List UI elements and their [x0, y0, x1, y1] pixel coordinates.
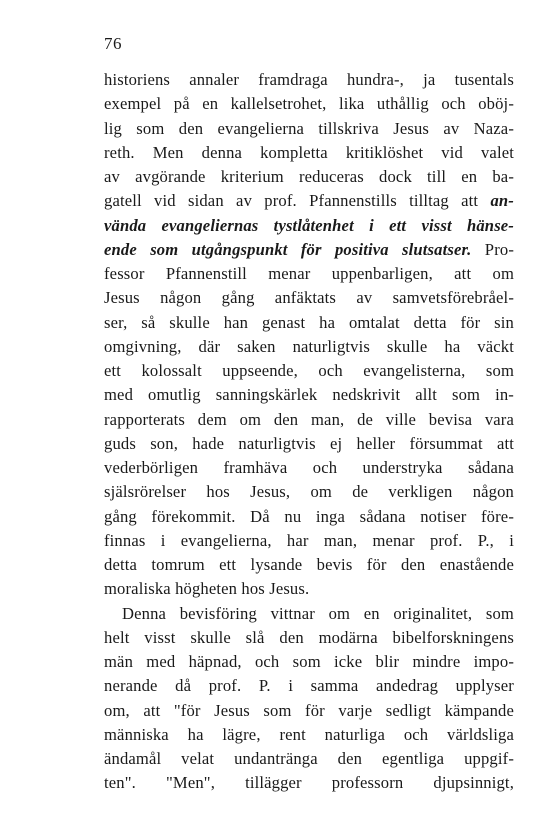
line-text: Pro-: [471, 239, 514, 259]
emphasis-text: vända evangeliernas tystlåtenhet i ett visst hänse-: [104, 215, 514, 235]
text-line: [104, 602, 514, 626]
text-line: [104, 456, 514, 480]
text-line: [104, 311, 514, 335]
text-line: [104, 529, 514, 553]
text-line: [104, 723, 514, 747]
page-number: 76: [104, 34, 122, 53]
text-line: [104, 626, 514, 650]
line-text: människa ha lägre, rent naturliga och världsliga: [104, 724, 514, 744]
line-text: gatell vid sidan av prof. Pfannenstills tilltag att: [104, 191, 491, 211]
text-line: [104, 117, 514, 141]
line-text: nerande då prof. P. i samma andedrag upplyser: [104, 676, 514, 696]
text-line: [104, 238, 514, 262]
text-line: [104, 747, 514, 771]
line-text: med omutlig sanningskärlek nedskrivit allt som in-: [104, 385, 514, 405]
text-line: [104, 286, 514, 310]
text-line: [104, 92, 514, 116]
line-text: moraliska högheten hos Jesus.: [104, 579, 310, 599]
text-line: [104, 141, 514, 165]
text-line: [104, 165, 514, 189]
text-line: [104, 68, 514, 92]
text-line: [104, 189, 514, 213]
line-text: lig som den evangelierna tillskriva Jesus av Naza-: [104, 118, 514, 138]
text-line: [104, 699, 514, 723]
text-line: [104, 577, 514, 601]
text-line: [104, 383, 514, 407]
line-text: historiens annaler framdraga hundra-, ja tusentals: [104, 70, 514, 89]
line-text: guds son, hade naturligtvis ej heller försummat att: [104, 433, 514, 453]
line-text: vederbörligen framhäva och understryka sådana: [104, 458, 514, 477]
text-line: [104, 674, 514, 698]
line-text: ett kolossalt uppseende, och evangelisterna, som: [104, 361, 514, 380]
text-line: [104, 553, 514, 577]
text-line: [104, 432, 514, 456]
text-line: [104, 771, 514, 795]
text-line: [104, 262, 514, 286]
line-text: Denna bevisföring vittnar om en originalitet, som: [122, 603, 514, 623]
line-text: rapporterats dem om den man, de ville bevisa vara: [104, 409, 514, 429]
text-line: [104, 214, 514, 238]
line-text: fessor Pfannenstill menar uppenbarligen, att om: [104, 264, 514, 283]
line-text: själsrörelser hos Jesus, om de verkligen någon: [104, 482, 514, 502]
text-line: [104, 650, 514, 674]
body-text: [104, 68, 514, 796]
line-text: omgivning, där saken naturligtvis skulle ha väckt: [104, 336, 514, 356]
text-line: [104, 480, 514, 504]
line-text: ändamål velat undantränga den egentliga uppgif-: [104, 749, 514, 768]
line-text: ten". "Men", tillägger professorn djupsinnigt,: [104, 773, 514, 793]
line-text: Jesus någon gång anfäktats av samvetsförebråel-: [104, 288, 514, 308]
text-line: [104, 335, 514, 359]
line-text: finnas i evangelierna, har man, menar prof. P., i: [104, 530, 514, 550]
line-text: av avgörande kriterium reduceras dock till en ba-: [104, 167, 514, 186]
emphasis-text: an-: [490, 191, 514, 211]
line-text: om, att "för Jesus som för varje sedligt kämpande: [104, 700, 514, 720]
line-text: exempel på en kallelsetrohet, lika uthållig och oböj-: [104, 94, 514, 114]
line-text: reth. Men denna kompletta kritiklöshet vid valet: [104, 142, 514, 162]
text-line: [104, 359, 514, 383]
text-line: [104, 505, 514, 529]
line-text: helt visst skulle slå den modärna bibelforskningens: [104, 627, 514, 647]
line-text: män med häpnad, och som icke blir mindre impo-: [104, 652, 514, 671]
line-text: gång förekommit. Då nu inga sådana notiser före-: [104, 506, 514, 526]
emphasis-text: ende som utgångspunkt för positiva slutsatser.: [104, 239, 472, 259]
text-line: [104, 408, 514, 432]
line-text: detta tomrum ett lysande bevis för den enastående: [104, 555, 514, 574]
line-text: ser, så skulle han genast ha omtalat detta för sin: [104, 312, 514, 332]
